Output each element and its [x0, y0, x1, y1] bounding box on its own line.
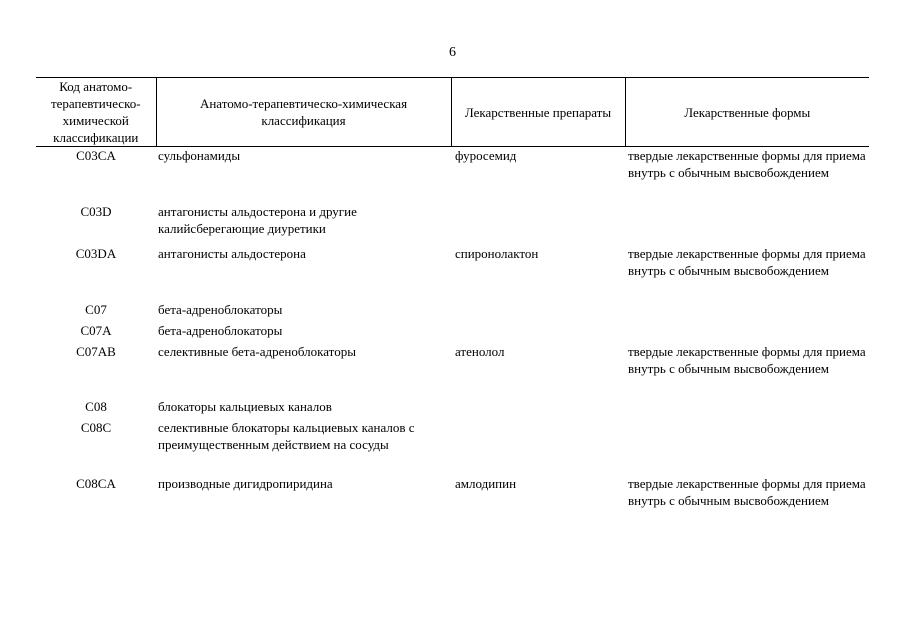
- atc-code: C03DA: [75, 245, 117, 261]
- dosage-form: твердые лекарственные формы для приема внутрь с обычным высвобождением: [628, 245, 866, 278]
- atc-code: C03CA: [76, 148, 116, 163]
- drug-name: [451, 398, 625, 419]
- atc-code: C07A: [80, 322, 112, 338]
- classification-name: сульфонамиды: [158, 148, 241, 163]
- table-row: [36, 322, 869, 343]
- header-drugs: Лекарственные препараты: [451, 78, 625, 147]
- classification-name: антагонисты альдостерона и другие калийсберегающие диуретики: [158, 203, 357, 236]
- header-classification: Анатомо-терапевтическо-химическая классификация: [156, 78, 451, 147]
- dosage-form: [625, 398, 869, 419]
- atc-code: C03D: [80, 203, 112, 219]
- table-row: [36, 343, 869, 398]
- drug-name: [451, 322, 625, 343]
- header-forms: Лекарственные формы: [625, 78, 869, 147]
- classification-name: селективные блокаторы кальциевых каналов с преимущественным действием на сосуды: [158, 419, 415, 452]
- dosage-form: твердые лекарственные формы для приема внутрь с обычным высвобождением: [628, 343, 866, 376]
- table-row: [36, 147, 869, 203]
- drug-name: амлодипин: [455, 475, 517, 491]
- table-row: [36, 245, 869, 301]
- classification-name: блокаторы кальциевых каналов: [158, 398, 332, 414]
- drug-name: [451, 419, 625, 475]
- dosage-form: твердые лекарственные формы для приема внутрь с обычным высвобождением: [628, 475, 866, 508]
- header-code: Код анатомо-терапевтическо-химической классификации: [36, 78, 156, 147]
- drug-name: [451, 301, 625, 322]
- page-number: 6: [449, 45, 456, 60]
- dosage-form: [625, 301, 869, 322]
- classification-name: производные дигидропиридина: [158, 475, 333, 491]
- table-row: [36, 301, 869, 322]
- dosage-form: [625, 203, 869, 245]
- dosage-form: [625, 322, 869, 343]
- dosage-form: твердые лекарственные формы для приема внутрь с обычным высвобождением: [628, 148, 866, 180]
- classification-name: антагонисты альдостерона: [158, 245, 306, 261]
- atc-code: C08C: [80, 419, 112, 435]
- table-row: [36, 203, 869, 245]
- table-row: [36, 419, 869, 475]
- atc-code: C07AB: [76, 343, 116, 359]
- dosage-form: [625, 419, 869, 475]
- drug-name: спиронолактон: [455, 245, 539, 261]
- table-row: [36, 398, 869, 419]
- drug-name: фуросемид: [455, 148, 517, 163]
- atc-code: C08: [85, 398, 107, 414]
- classification-name: бета-адреноблокаторы: [158, 322, 283, 338]
- classification-name: бета-адреноблокаторы: [158, 301, 283, 317]
- drug-name: атенолол: [455, 343, 505, 359]
- table-row: [36, 475, 869, 531]
- atc-code: C08CA: [76, 475, 116, 491]
- table-header-row: [36, 78, 869, 147]
- drug-name: [451, 203, 625, 245]
- classification-name: селективные бета-адреноблокаторы: [158, 343, 356, 359]
- atc-table: [36, 77, 869, 531]
- atc-code: C07: [85, 301, 107, 317]
